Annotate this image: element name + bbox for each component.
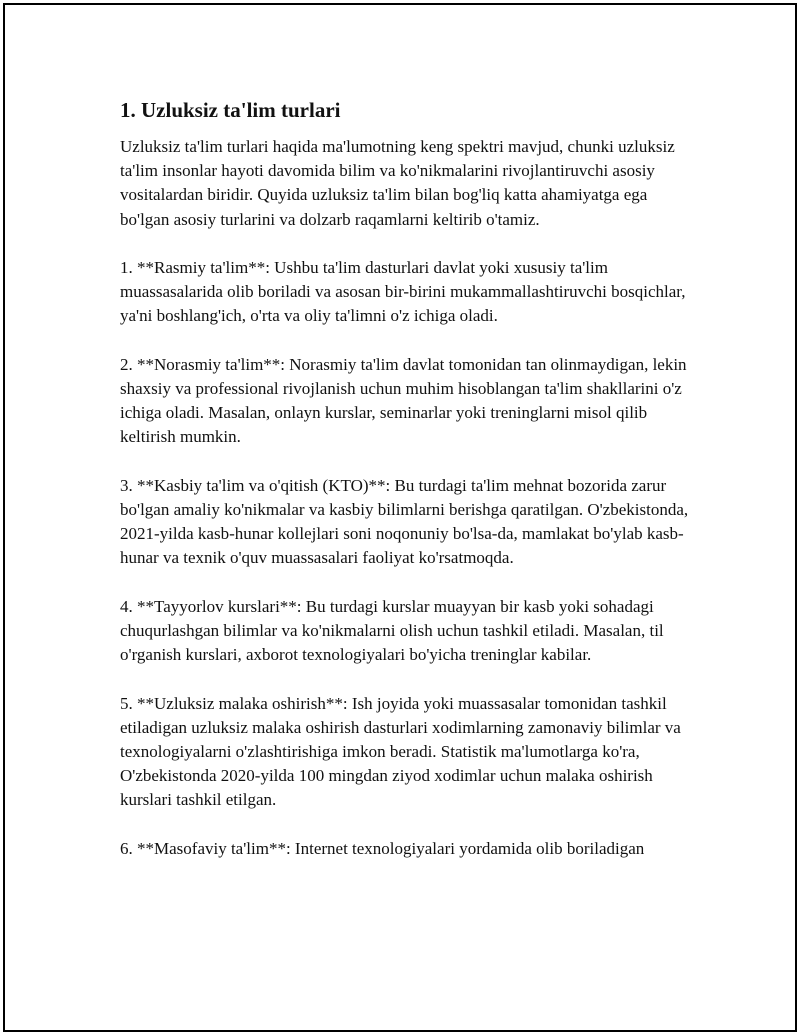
document-content [120,97,700,885]
paragraph-rasmiy-talim: 1. **Rasmiy ta'lim**: Ushbu ta'lim dasturlari davlat yoki xususiy ta'lim muassasalarida olib boriladi va asosan bir-birini mukammallashtiruvchi bosqichlar, ya'ni boshlang'ich, o'rta va oliy ta'limni o'z ichiga oladi. [120,258,686,326]
paragraph-kasbiy-talim: 3. **Kasbiy ta'lim va o'qitish (KTO)**: Bu turdagi ta'lim mehnat bozorida zarur bo'lgan amaliy ko'nikmalar va kasbiy bilimlarni berishga qaratilgan. O'zbekistonda, 2021-yilda kasb-hunar kollejlari soni noqonuniy bo'lsa-da, mamlakat bo'ylab kasb-hunar va texnik o'quv muassasalari faoliyat ko'rsatmoqda. [120,475,689,568]
document-title: 1. Uzluksiz ta'lim turlari [120,98,341,122]
paragraph-malaka-oshirish: 5. **Uzluksiz malaka oshirish**: Ish joyida yoki muassasalar tomonidan tashkil etiladigan uzluksiz malaka oshirish dasturlari xodimlarning zamonaviy bilimlar va texnologiyalarni o'zlashtirishiga imkon beradi. Statistik ma'lumotlarga ko'ra, O'zbekistonda 2020-yilda 100 mingdan ziyod xodimlar uchun malaka oshirish kurslari tashkil etilgan. [120,693,681,810]
paragraph-norasmiy-talim: 2. **Norasmiy ta'lim**: Norasmiy ta'lim davlat tomonidan tan olinmaydigan, lekin shaxsiy va professional rivojlanish uchun muhim hisoblangan ta'lim shakllarini o'z ichiga oladi. Masalan, onlayn kurslar, seminarlar yoki treninglarni misol qilib keltirish mumkin. [120,354,687,447]
paragraph-tayyorlov-kurslari: 4. **Tayyorlov kurslari**: Bu turdagi kurslar muayyan bir kasb yoki sohadagi chuqurlashgan bilimlar va ko'nikmalarni olish uchun tashkil etiladi. Masalan, til o'rganish kurslari, axborot texnologiyalari bo'yicha treninglar kabilar. [120,596,664,665]
intro-paragraph: Uzluksiz ta'lim turlari haqida ma'lumotning keng spektri mavjud, chunki uzluksiz ta'lim insonlar hayoti davomida bilim va ko'nikmalarini rivojlantiruvchi asosiy vositalardan biridir. Quyida uzluksiz ta'lim bilan bog'liq katta ahamiyatga ega bo'lgan asosiy turlarini va dolzarb raqamlarni keltirib o'tamiz. [120,137,675,229]
document-page [3,3,797,1032]
paragraph-masofaviy-talim: 6. **Masofaviy ta'lim**: Internet texnologiyalari yordamida olib boriladigan [120,838,645,858]
